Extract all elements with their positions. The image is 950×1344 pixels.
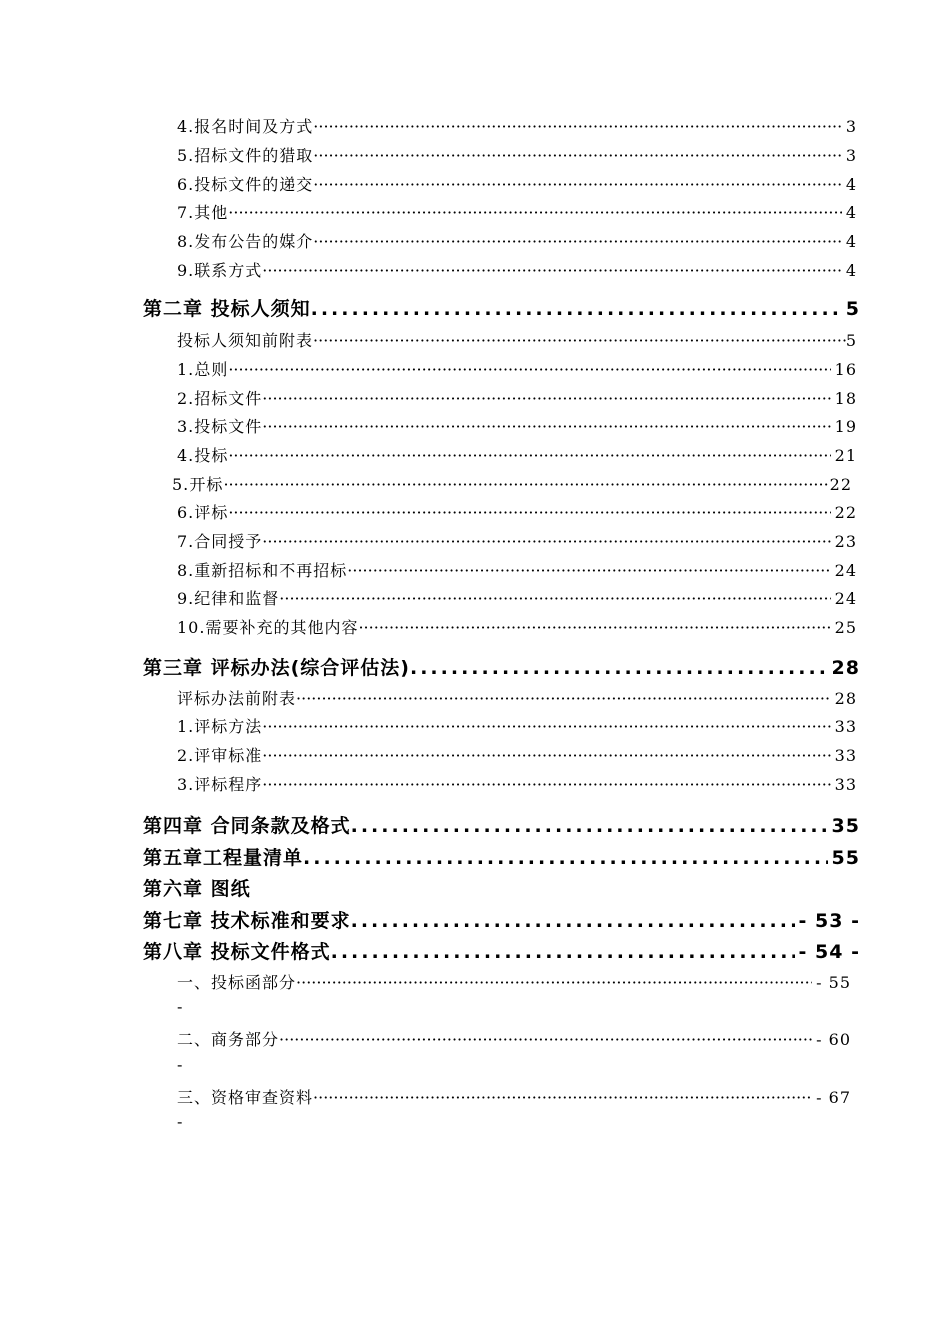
toc-entry-number: 5. <box>177 146 195 165</box>
toc-leader <box>279 589 830 608</box>
toc-entry-title: 其他 <box>194 203 229 222</box>
toc-entry-title: 一、投标函部分 <box>177 973 297 992</box>
toc-leader <box>313 117 842 136</box>
toc-leader <box>410 657 828 679</box>
toc-entry-page: 16 <box>834 360 857 379</box>
toc-entry-page: 19 <box>834 417 857 436</box>
toc-entry[interactable] <box>177 386 857 409</box>
toc-entry-title: 二、商务部分 <box>177 1030 280 1049</box>
toc-entry-title: 三、资格审查资料 <box>177 1088 314 1107</box>
toc-entry[interactable] <box>177 743 857 766</box>
toc-entry-number: 9. <box>177 261 195 280</box>
toc-leader <box>347 561 830 580</box>
toc-entry-title: 评标 <box>194 503 229 522</box>
toc-entry-page: 22 <box>829 475 852 494</box>
toc-entry[interactable] <box>177 229 857 252</box>
toc-entry-page: - 60 <box>816 1030 851 1049</box>
toc-entry-title: 投标人须知前附表 <box>177 331 314 350</box>
toc-entry[interactable] <box>177 1085 851 1108</box>
toc-entry-title: 招标文件的猎取 <box>194 146 314 165</box>
toc-chapter-title: 第七章 技术标准和要求 <box>143 910 351 932</box>
toc-leader <box>262 532 830 551</box>
toc-chapter-page: 5 <box>845 298 860 320</box>
toc-entry-title: 重新招标和不再招标 <box>194 561 348 580</box>
toc-entry[interactable] <box>177 414 857 437</box>
toc-entry-title: 报名时间及方式 <box>194 117 314 136</box>
toc-leader <box>262 775 830 794</box>
toc-chapter-page: 55 <box>831 847 860 869</box>
toc-entry-page: 24 <box>834 561 857 580</box>
toc-entry-title: 总则 <box>194 360 229 379</box>
toc-entry[interactable] <box>177 328 857 351</box>
toc-leader <box>296 973 812 992</box>
toc-entry-page: 25 <box>834 618 857 637</box>
toc-leader <box>262 389 830 408</box>
toc-leader <box>358 618 830 637</box>
toc-entry-page: 28 <box>834 689 857 708</box>
toc-chapter[interactable] <box>143 874 860 901</box>
toc-chapter[interactable] <box>143 294 860 321</box>
toc-entry-number: 5. <box>172 475 190 494</box>
toc-chapter-title: 第五章工程量清单 <box>143 847 304 869</box>
toc-leader <box>313 232 842 251</box>
toc-entry-number: 6. <box>177 503 195 522</box>
toc-entry-number: 2. <box>177 389 195 408</box>
toc-entry-page: 23 <box>834 532 857 551</box>
toc-entry-page: 21 <box>834 446 857 465</box>
toc-leader <box>351 910 795 932</box>
toc-entry-title: 合同授予 <box>194 532 263 551</box>
toc-entry[interactable] <box>177 443 857 466</box>
toc-entry[interactable] <box>177 1027 851 1050</box>
toc-entry-number: 2. <box>177 746 195 765</box>
toc-chapter[interactable] <box>143 843 860 870</box>
toc-entry[interactable] <box>177 500 857 523</box>
toc-entry-page: 22 <box>834 503 857 522</box>
toc-entry-page: 4 <box>845 175 857 194</box>
toc-entry[interactable] <box>177 258 857 281</box>
toc-leader <box>351 815 828 837</box>
toc-entry-number: 4. <box>177 117 195 136</box>
toc-leader <box>313 331 846 350</box>
toc-entry-page: 18 <box>834 389 857 408</box>
toc-entry[interactable] <box>177 970 851 993</box>
toc-entry-page: - 55 <box>816 973 851 992</box>
toc-entry[interactable] <box>177 714 857 737</box>
toc-leader <box>262 746 830 765</box>
toc-entry-page: 3 <box>845 117 857 136</box>
toc-leader <box>228 503 830 522</box>
toc-leader <box>262 261 842 280</box>
toc-leader <box>311 298 842 320</box>
toc-entry-page: 33 <box>834 746 857 765</box>
toc-entry[interactable] <box>172 472 852 495</box>
toc-entry[interactable] <box>177 114 857 137</box>
toc-entry-page: - 67 <box>816 1088 851 1107</box>
toc-chapter-page: - 54 - <box>798 941 860 963</box>
toc-entry-number: 7. <box>177 203 195 222</box>
toc-entry-number: 3. <box>177 775 195 794</box>
toc-chapter-page: 28 <box>831 657 860 679</box>
toc-entry-page: 4 <box>845 232 857 251</box>
toc-entry-title: 发布公告的媒介 <box>194 232 314 251</box>
toc-leader <box>228 360 830 379</box>
toc-chapter[interactable] <box>143 906 860 933</box>
toc-entry-title: 评标程序 <box>194 775 263 794</box>
toc-chapter-title: 第六章 图纸 <box>143 878 251 900</box>
toc-page-suffix: - <box>177 1112 183 1131</box>
toc-chapter-title: 第四章 合同条款及格式 <box>143 815 351 837</box>
toc-entry[interactable] <box>177 558 857 581</box>
toc-chapter[interactable] <box>143 937 860 964</box>
toc-leader <box>313 175 842 194</box>
toc-entry-page: 4 <box>845 261 857 280</box>
toc-leader <box>331 941 795 963</box>
toc-entry-number: 8. <box>177 232 195 251</box>
toc-entry-number: 1. <box>177 360 195 379</box>
toc-entry[interactable] <box>177 686 857 709</box>
toc-entry-number: 4. <box>177 446 195 465</box>
toc-entry-number: 6. <box>177 175 195 194</box>
toc-leader <box>296 689 831 708</box>
toc-entry-title: 投标 <box>194 446 229 465</box>
toc-chapter-title: 第八章 投标文件格式 <box>143 941 331 963</box>
toc-leader <box>313 1088 812 1107</box>
toc-chapter-page: 35 <box>831 815 860 837</box>
toc-entry-title: 评标方法 <box>194 717 263 736</box>
toc-chapter-page: - 53 - <box>798 910 860 932</box>
toc-entry-title: 联系方式 <box>194 261 263 280</box>
toc-leader <box>262 717 830 736</box>
toc-leader <box>279 1030 812 1049</box>
toc-entry-title: 招标文件 <box>194 389 263 408</box>
toc-leader <box>228 446 830 465</box>
toc-entry[interactable] <box>177 357 857 380</box>
toc-entry-number: 1. <box>177 717 195 736</box>
toc-entry-title: 投标文件的递交 <box>194 175 314 194</box>
toc-entry-page: 5 <box>845 331 857 350</box>
toc-leader <box>303 847 828 869</box>
toc-entry-title: 需要补充的其他内容 <box>205 618 359 637</box>
toc-entry[interactable] <box>177 615 857 638</box>
toc-page-suffix: - <box>177 997 183 1016</box>
toc-entry[interactable] <box>177 586 857 609</box>
toc-entry[interactable] <box>177 143 857 166</box>
toc-entry-page: 33 <box>834 717 857 736</box>
toc-entry-title: 开标 <box>189 475 224 494</box>
toc-leader <box>223 475 829 494</box>
toc-entry-number: 10. <box>177 618 206 637</box>
toc-entry-number: 9. <box>177 589 195 608</box>
toc-entry[interactable] <box>177 772 857 795</box>
toc-chapter-title: 第二章 投标人须知 <box>143 298 311 320</box>
toc-leader <box>313 146 842 165</box>
toc-entry-title: 评标办法前附表 <box>177 689 297 708</box>
toc-entry-number: 8. <box>177 561 195 580</box>
toc-entry-number: 7. <box>177 532 195 551</box>
toc-entry-title: 纪律和监督 <box>194 589 280 608</box>
toc-entry-number: 3. <box>177 417 195 436</box>
toc-entry[interactable] <box>177 172 857 195</box>
toc-entry-page: 3 <box>845 146 857 165</box>
toc-leader <box>228 203 842 222</box>
toc-entry[interactable] <box>177 529 857 552</box>
toc-chapter[interactable] <box>143 653 860 680</box>
toc-entry-page: 4 <box>845 203 857 222</box>
toc-chapter-title: 第三章 评标办法(综合评估法) <box>143 657 410 679</box>
toc-entry-title: 投标文件 <box>194 417 263 436</box>
toc-entry-page: 33 <box>834 775 857 794</box>
toc-entry-title: 评审标准 <box>194 746 263 765</box>
toc-entry-page: 24 <box>834 589 857 608</box>
toc-entry[interactable] <box>177 200 857 223</box>
toc-leader <box>262 417 830 436</box>
toc-page-suffix: - <box>177 1055 183 1074</box>
toc-chapter[interactable] <box>143 811 860 838</box>
